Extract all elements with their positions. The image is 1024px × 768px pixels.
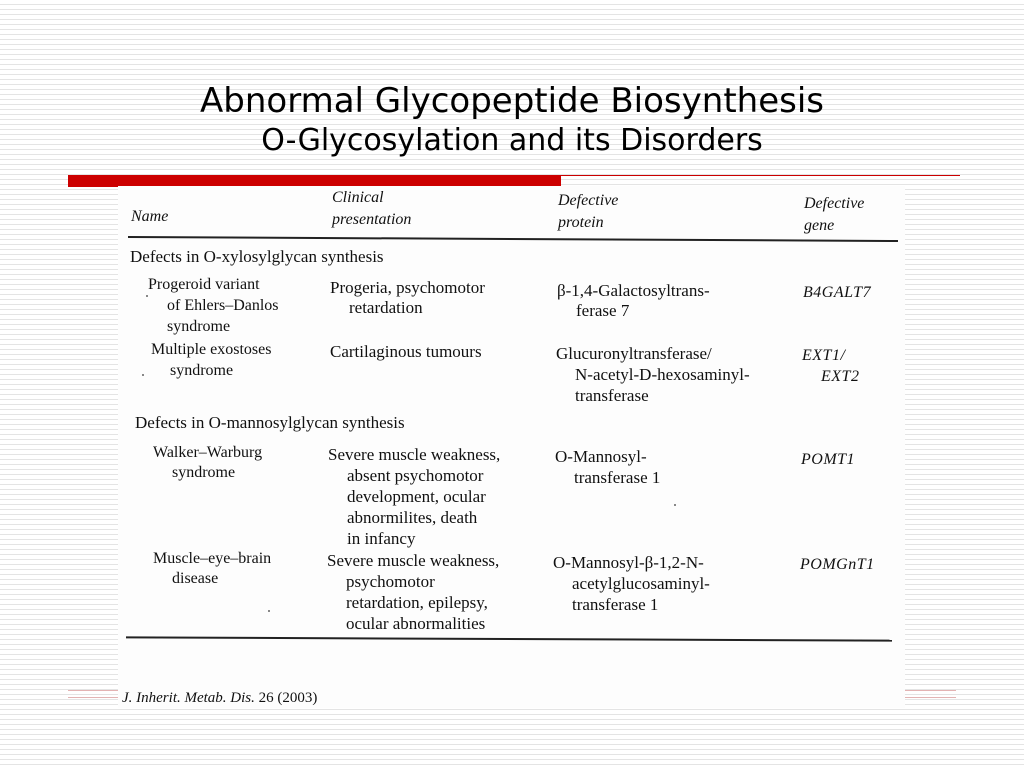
scan-speck bbox=[268, 610, 270, 612]
header-name: Name bbox=[131, 208, 169, 225]
header-protein-line1: Defective bbox=[558, 192, 619, 209]
header-clinical-line2: presentation bbox=[332, 211, 412, 228]
row-clinical-line: in infancy bbox=[347, 529, 416, 548]
row-clinical-line: development, ocular bbox=[347, 487, 486, 506]
row-protein-line: β-1,4-Galactosyltrans- bbox=[557, 281, 710, 300]
slide-title: Abnormal Glycopeptide Biosynthesis bbox=[200, 81, 824, 121]
scan-speck bbox=[674, 504, 676, 506]
accent-line bbox=[561, 175, 960, 176]
row-name-line: Walker–Warburg bbox=[153, 444, 263, 461]
slide-subtitle: O-Glycosylation and its Disorders bbox=[261, 123, 763, 158]
row-protein-line: N-acetyl-D-hexosaminyl- bbox=[575, 365, 750, 384]
row-protein-line: O-Mannosyl- bbox=[555, 447, 647, 466]
row-name-line: Progeroid variant bbox=[148, 276, 260, 293]
citation-journal: J. Inherit. Metab. Dis. bbox=[122, 690, 255, 706]
row-clinical-line: Cartilaginous tumours bbox=[330, 342, 482, 361]
header-gene-line2: gene bbox=[804, 217, 835, 234]
row-name-line: Multiple exostoses bbox=[151, 341, 272, 358]
row-clinical-line: abnormilites, death bbox=[347, 508, 478, 527]
row-name-line: syndrome bbox=[167, 318, 231, 335]
scan-speck bbox=[146, 295, 148, 297]
row-clinical-line: Severe muscle weakness, bbox=[327, 551, 500, 570]
row-gene-line: B4GALT7 bbox=[803, 284, 872, 301]
row-clinical-line: Progeria, psychomotor bbox=[330, 278, 485, 297]
row-clinical-line: ocular abnormalities bbox=[346, 614, 486, 633]
scan-speck bbox=[142, 374, 144, 376]
row-clinical-line: Severe muscle weakness, bbox=[328, 445, 501, 464]
citation-volume: 26 (2003) bbox=[258, 690, 318, 706]
row-clinical-line: retardation bbox=[349, 298, 423, 317]
header-clinical-line1: Clinical bbox=[332, 189, 384, 206]
section-title: Defects in O-xylosylglycan synthesis bbox=[130, 247, 384, 266]
row-name-line: of Ehlers–Danlos bbox=[167, 297, 279, 314]
row-name-line: syndrome bbox=[170, 362, 234, 379]
header-protein-line2: protein bbox=[558, 214, 604, 231]
row-name-line: Muscle–eye–brain bbox=[153, 550, 272, 567]
row-name-line: syndrome bbox=[172, 464, 236, 481]
bottom-rule bbox=[126, 636, 892, 641]
row-protein-line: transferase 1 bbox=[574, 468, 661, 487]
row-clinical-line: psychomotor bbox=[346, 572, 435, 591]
slide-title-block bbox=[0, 80, 1024, 160]
row-protein-line: Glucuronyltransferase/ bbox=[556, 344, 712, 363]
header-rule bbox=[128, 236, 898, 242]
row-protein-line: O-Mannosyl-β-1,2-N- bbox=[553, 553, 704, 572]
row-protein-line: transferase bbox=[575, 386, 649, 405]
row-protein-line: transferase 1 bbox=[572, 595, 659, 614]
header-gene-line1: Defective bbox=[804, 195, 865, 212]
row-clinical-line: retardation, epilepsy, bbox=[346, 593, 488, 612]
citation bbox=[122, 688, 317, 709]
row-protein-line: ferase 7 bbox=[576, 301, 630, 320]
row-gene-line: EXT2 bbox=[821, 368, 860, 385]
row-clinical-line: absent psychomotor bbox=[347, 466, 484, 485]
row-name-line: disease bbox=[172, 570, 219, 587]
scanned-table bbox=[118, 186, 905, 708]
row-gene-line: POMT1 bbox=[801, 451, 856, 468]
row-gene-line: POMGnT1 bbox=[800, 556, 875, 573]
section-title: Defects in O-mannosylglycan synthesis bbox=[135, 413, 405, 432]
row-gene-line: EXT1/ bbox=[802, 347, 846, 364]
row-protein-line: acetylglucosaminyl- bbox=[572, 574, 710, 593]
